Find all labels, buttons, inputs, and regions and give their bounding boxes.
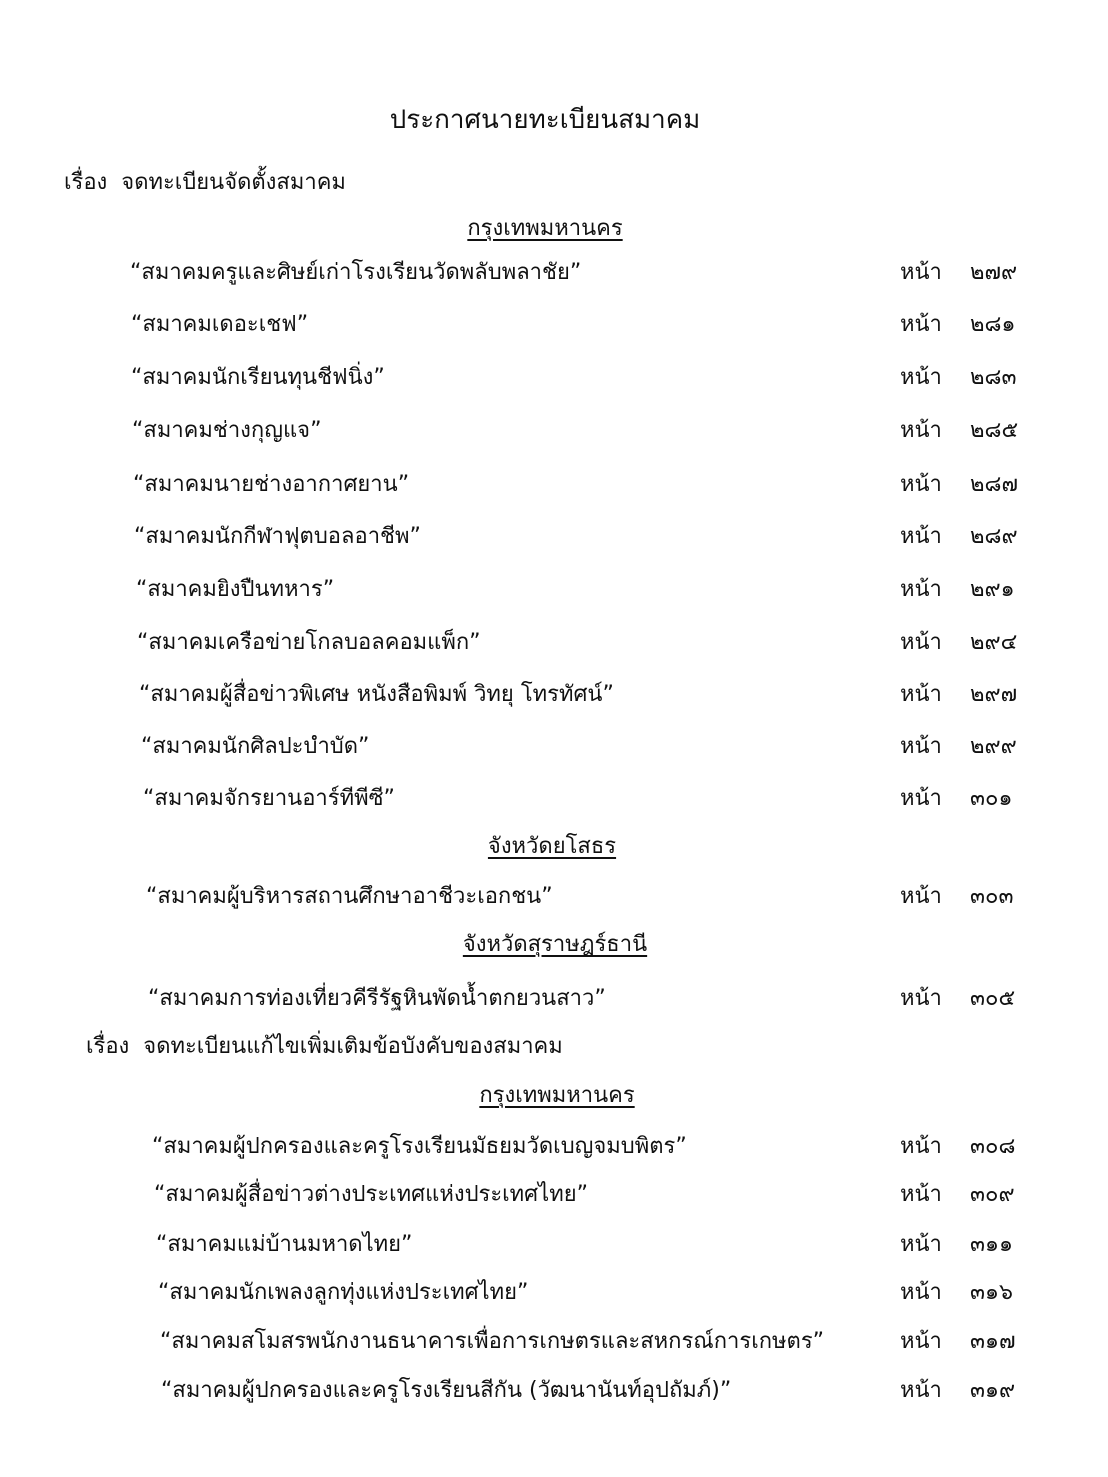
- page-label: หน้า: [900, 630, 942, 655]
- association-entry: [0, 416, 1108, 446]
- association-entry: [0, 628, 1108, 658]
- page-label: หน้า: [900, 312, 942, 337]
- association-name: “สมาคมผู้ปกครองและครูโรงเรียนมัธยมวัดเบญจมบพิตร”: [152, 1134, 687, 1159]
- association-entry: [0, 1376, 1108, 1406]
- association-name: “สมาคมสโมสรพนักงานธนาคารเพื่อการเกษตรและสหกรณ์การเกษตร”: [160, 1329, 825, 1354]
- subject-text: จดทะเบียนแก้ไขเพิ่มเติมข้อบังคับของสมาคม: [143, 1034, 563, 1059]
- association-name: “สมาคมจักรยานอาร์ทีพีซี”: [143, 786, 395, 811]
- page-number: ๓๐๙: [970, 1182, 1015, 1207]
- association-entry: [0, 1180, 1108, 1210]
- association-name: “สมาคมนักกีฬาฟุตบอลอาชีพ”: [134, 524, 421, 549]
- page-label: หน้า: [900, 577, 942, 602]
- page-label: หน้า: [900, 260, 942, 285]
- page-title: ประกาศนายทะเบียนสมาคม: [389, 105, 701, 135]
- page-label: หน้า: [900, 1280, 942, 1305]
- page-label: หน้า: [900, 472, 942, 497]
- page-number: ๓๐๓: [970, 884, 1014, 909]
- association-entry: [0, 984, 1108, 1014]
- association-entry: [0, 680, 1108, 710]
- association-name: “สมาคมการท่องเที่ยวคีรีรัฐหินพัดน้ำตกยวนสาว”: [148, 986, 606, 1011]
- page-label: หน้า: [900, 986, 942, 1011]
- page-number: ๒๙๔: [970, 630, 1018, 655]
- association-entry: [0, 1327, 1108, 1357]
- page-label: หน้า: [900, 418, 942, 443]
- association-name: “สมาคมแม่บ้านมหาดไทย”: [156, 1232, 413, 1257]
- association-entry: [0, 1230, 1108, 1260]
- page-number: ๒๙๑: [970, 577, 1015, 602]
- association-entry: [0, 258, 1108, 288]
- subject-label: เรื่อง: [64, 170, 108, 195]
- page-label: หน้า: [900, 884, 942, 909]
- page-number: ๒๘๓: [970, 365, 1017, 390]
- association-entry: [0, 310, 1108, 340]
- association-entry: [0, 522, 1108, 552]
- association-name: “สมาคมช่างกุญแจ”: [132, 418, 322, 443]
- association-name: “สมาคมเดอะเชฟ”: [131, 312, 309, 337]
- page-number: ๓๑๗: [970, 1329, 1016, 1354]
- subject-line: [64, 168, 346, 198]
- page-label: หน้า: [900, 1134, 942, 1159]
- association-name: “สมาคมผู้สื่อข่าวพิเศษ หนังสือพิมพ์ วิทยุ โทรทัศน์”: [139, 682, 614, 707]
- page-label: หน้า: [900, 524, 942, 549]
- page-number: ๒๘๙: [970, 524, 1018, 549]
- association-entry: [0, 470, 1108, 500]
- page-number: ๒๙๗: [970, 682, 1018, 707]
- association-entry: [0, 575, 1108, 605]
- association-name: “สมาคมนักเรียนทุนชีฟนิ่ง”: [131, 365, 385, 390]
- association-name: “สมาคมนักเพลงลูกทุ่งแห่งประเทศไทย”: [158, 1280, 529, 1305]
- page-label: หน้า: [900, 682, 942, 707]
- subject-line: [86, 1032, 563, 1062]
- subject-label: เรื่อง: [86, 1034, 130, 1059]
- page-number: ๒๘๑: [970, 312, 1016, 337]
- page-number: ๓๐๑: [970, 786, 1013, 811]
- association-name: “สมาคมผู้บริหารสถานศึกษาอาชีวะเอกชน”: [146, 884, 553, 909]
- association-name: “สมาคมนักศิลปะบำบัด”: [141, 734, 370, 759]
- page-number: ๓๑๖: [970, 1280, 1013, 1305]
- region-heading: จังหวัดยโสธร: [487, 834, 617, 859]
- page-label: หน้า: [900, 1182, 942, 1207]
- page-number: ๒๘๕: [970, 418, 1019, 443]
- page-label: หน้า: [900, 734, 942, 759]
- association-entry: [0, 1132, 1108, 1162]
- region-heading: จังหวัดสุราษฎร์ธานี: [462, 932, 648, 957]
- page-number: ๓๐๘: [970, 1134, 1016, 1159]
- page-number: ๒๘๗: [970, 472, 1019, 497]
- association-entry: [0, 784, 1108, 814]
- association-entry: [0, 1278, 1108, 1308]
- association-name: “สมาคมผู้ปกครองและครูโรงเรียนสีกัน (วัฒนานันท์อุปถัมภ์)”: [161, 1378, 732, 1403]
- association-entry: [0, 363, 1108, 393]
- association-name: “สมาคมครูและศิษย์เก่าโรงเรียนวัดพลับพลาชัย”: [130, 260, 582, 285]
- page-label: หน้า: [900, 365, 942, 390]
- page-number: ๓๑๙: [970, 1378, 1016, 1403]
- association-name: “สมาคมนายช่างอากาศยาน”: [133, 472, 410, 497]
- page-number: ๒๙๙: [970, 734, 1017, 759]
- association-entry: [0, 882, 1108, 912]
- association-name: “สมาคมยิงปืนทหาร”: [136, 577, 335, 602]
- page-number: ๓๑๑: [970, 1232, 1013, 1257]
- page-label: หน้า: [900, 1232, 942, 1257]
- page-number: ๓๐๕: [970, 986, 1016, 1011]
- association-name: “สมาคมเครือข่ายโกลบอลคอมแพ็ก”: [137, 630, 481, 655]
- region-heading: กรุงเทพมหานคร: [467, 216, 623, 241]
- association-name: “สมาคมผู้สื่อข่าวต่างประเทศแห่งประเทศไทย”: [154, 1182, 589, 1207]
- page-label: หน้า: [900, 1378, 942, 1403]
- region-heading: กรุงเทพมหานคร: [479, 1083, 635, 1108]
- subject-text: จดทะเบียนจัดตั้งสมาคม: [121, 170, 346, 195]
- association-entry: [0, 732, 1108, 762]
- page-label: หน้า: [900, 1329, 942, 1354]
- page-label: หน้า: [900, 786, 942, 811]
- page-number: ๒๗๙: [970, 260, 1018, 285]
